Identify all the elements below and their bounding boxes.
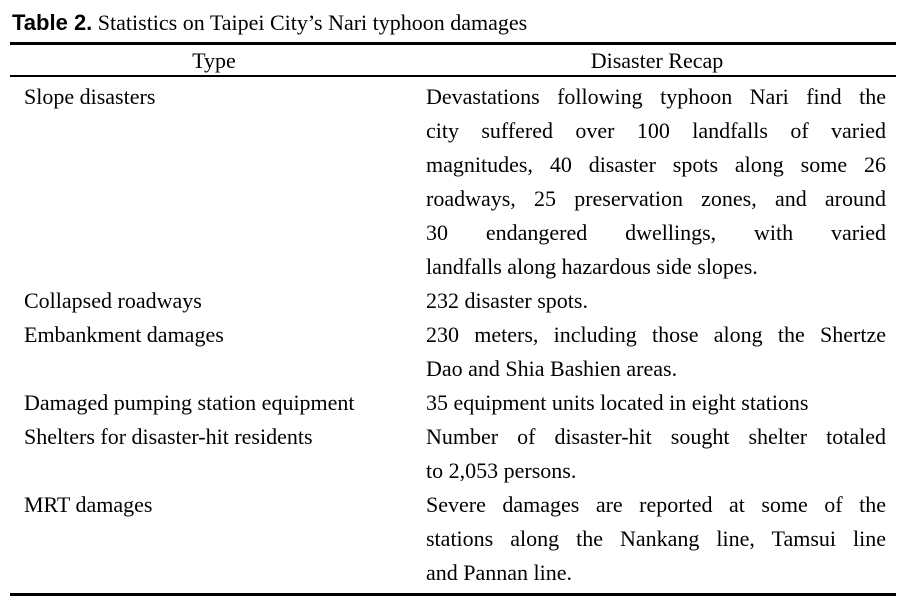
table-cell-type: Damaged pumping station equipment [24, 390, 355, 415]
table-row [10, 80, 896, 284]
recap-line: Devastations following typhoon Nari find the [426, 84, 886, 109]
column-header-recap: Disaster Recap [590, 48, 724, 73]
table-cell-type: Slope disasters [24, 84, 156, 109]
table-row [10, 284, 896, 318]
table-row [10, 488, 896, 590]
table-cell-recap [426, 318, 886, 386]
recap-line: stations along the Nankang line, Tamsui line [426, 526, 886, 551]
recap-line: 35 equipment units located in eight stations [426, 390, 809, 415]
table-cell-type: MRT damages [24, 492, 153, 517]
table-caption-label: Table 2. [12, 10, 93, 35]
table-cell-recap [426, 386, 886, 420]
table-bottom-rule [10, 593, 896, 596]
recap-line: 232 disaster spots. [426, 288, 588, 313]
table-cell-type: Embankment damages [24, 322, 224, 347]
table-cell-recap [426, 80, 886, 284]
recap-line: landfalls along hazardous side slopes. [426, 254, 758, 279]
table-cell-recap [426, 488, 886, 590]
recap-line: roadways, 25 preservation zones, and around [426, 186, 886, 211]
table-caption [12, 9, 527, 37]
column-header-type: Type [192, 48, 236, 73]
table-body [10, 80, 896, 590]
table-caption-title: Statistics on Taipei City’s Nari typhoon damages [97, 10, 528, 35]
table-cell-recap [426, 420, 886, 488]
recap-line: Dao and Shia Bashien areas. [426, 356, 678, 381]
table-header-rule [10, 75, 896, 77]
recap-line: city suffered over 100 landfalls of varied [426, 118, 886, 143]
table-top-rule [10, 42, 896, 45]
table-cell-type: Collapsed roadways [24, 288, 202, 313]
recap-line: 230 meters, including those along the Shertze [426, 322, 886, 347]
recap-line: Number of disaster-hit sought shelter totaled [426, 424, 886, 449]
recap-line: magnitudes, 40 disaster spots along some 26 [426, 152, 886, 177]
table-cell-recap [426, 284, 886, 318]
table-row [10, 420, 896, 488]
recap-line: to 2,053 persons. [426, 458, 577, 483]
recap-line: and Pannan line. [426, 560, 573, 585]
table-cell-type: Shelters for disaster-hit residents [24, 424, 313, 449]
table-row [10, 318, 896, 386]
table-row [10, 386, 896, 420]
recap-line: Severe damages are reported at some of the [426, 492, 886, 517]
recap-line: 30 endangered dwellings, with varied [426, 220, 886, 245]
